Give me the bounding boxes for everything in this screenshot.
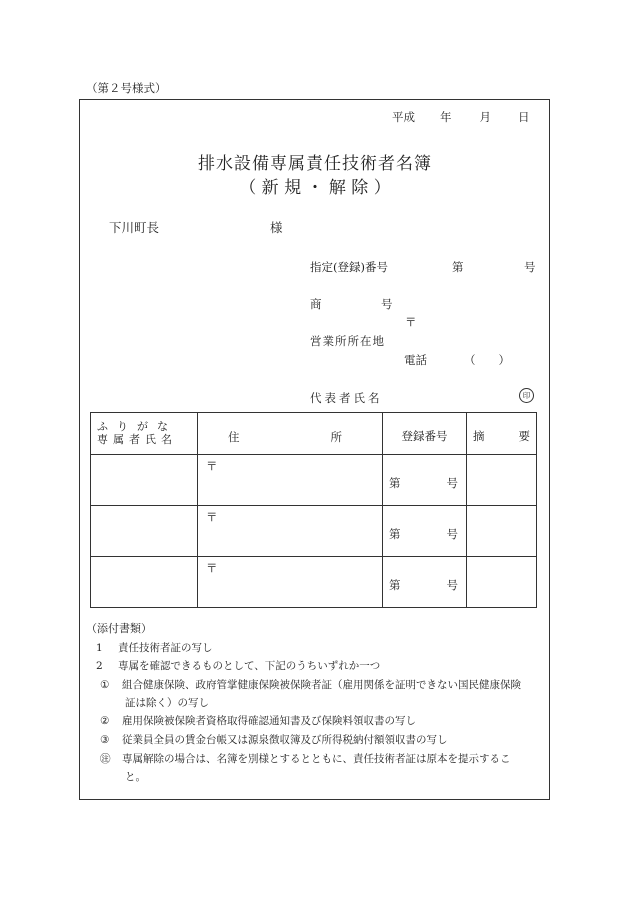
item-number: ② (100, 715, 110, 727)
date-year: 年 (440, 110, 452, 124)
note-cell[interactable] (467, 557, 537, 608)
date-era: 平成 (392, 110, 415, 124)
attachment-subitem (100, 732, 448, 747)
postal-mark: 〒 (405, 315, 417, 329)
page-title: 排水設備専属責任技術者名簿 (198, 154, 432, 174)
trade-name-label-b: 号 (381, 297, 393, 311)
registration-go: 号 (524, 260, 536, 274)
table-row (91, 506, 537, 557)
attachment-note-continued: と。 (125, 771, 146, 783)
honorific: 様 (270, 220, 283, 235)
row-dai: 第 (389, 527, 401, 541)
trade-name-label-a: 商 (310, 297, 322, 311)
item-text: 組合健康保険、政府管掌健康保険被保険者証（雇用関係を証明できない国民健康保険 (122, 679, 521, 691)
header-kana: ふりがな (97, 420, 177, 433)
item-text: 雇用保険被保険者資格取得確認通知書及び保険料領収書の写し (122, 715, 416, 727)
header-name (91, 413, 198, 455)
registration-cell[interactable] (383, 506, 467, 557)
item-number: ① (100, 679, 110, 691)
date-line (392, 109, 530, 125)
address-cell[interactable] (198, 506, 383, 557)
item-number: 1 (96, 642, 103, 654)
header-note-b: 要 (518, 429, 530, 443)
staff-table (90, 412, 537, 608)
postal-mark: 〒 (206, 561, 218, 575)
attachments-title: （添付書類） (86, 622, 152, 635)
header-address-b: 所 (330, 430, 342, 444)
header-note-a: 摘 (473, 429, 485, 443)
date-day: 日 (518, 110, 530, 124)
item-number: ㊟ (100, 753, 111, 765)
item-number: ③ (100, 734, 110, 746)
attachment-note (100, 751, 511, 766)
representative-label: 代表者氏名 (310, 391, 383, 405)
item-text: 専属を確認できるものとして、下記のうちいずれか一つ (118, 660, 381, 672)
attachment-item (96, 640, 213, 655)
attachment-item (96, 658, 380, 673)
table-row (91, 557, 537, 608)
item-text: 従業員全員の賃金台帳又は源泉徴収簿及び所得税納付額領収書の写し (122, 734, 448, 746)
row-go: 号 (446, 476, 458, 490)
form-number-label: （第２号様式） (86, 81, 167, 95)
page-subtitle: （ 新 規 ・ 解 除 ） (239, 178, 391, 198)
name-cell[interactable] (91, 506, 198, 557)
registration-dai: 第 (452, 260, 464, 274)
table-row (91, 455, 537, 506)
item-number: 2 (96, 660, 103, 672)
date-month: 月 (479, 110, 491, 124)
note-cell[interactable] (467, 455, 537, 506)
row-go: 号 (446, 578, 458, 592)
header-registration-label: 登録番号 (401, 429, 448, 443)
phone-area-code-parens: （ ） (464, 353, 510, 367)
address-cell[interactable] (198, 455, 383, 506)
row-dai: 第 (389, 578, 401, 592)
registration-cell[interactable] (383, 557, 467, 608)
name-cell[interactable] (91, 455, 198, 506)
name-cell[interactable] (91, 557, 198, 608)
attachment-subitem (100, 713, 416, 728)
header-note (467, 413, 537, 455)
item-text: 責任技術者証の写し (118, 642, 213, 654)
attachment-subitem (100, 677, 521, 692)
postal-mark: 〒 (206, 459, 218, 473)
registration-cell[interactable] (383, 455, 467, 506)
header-address-a: 住 (228, 430, 240, 444)
address-cell[interactable] (198, 557, 383, 608)
addressee: 下川町長 (109, 220, 160, 235)
postal-mark: 〒 (206, 510, 218, 524)
seal-mark: 印 (519, 388, 534, 403)
phone-label: 電話 (404, 353, 427, 367)
office-address-label: 営業所所在地 (310, 334, 385, 348)
note-cell[interactable] (467, 506, 537, 557)
header-staff-name: 専属者氏名 (97, 433, 177, 446)
attachment-subitem-continued: 証は除く）の写し (125, 697, 209, 709)
item-text: 専属解除の場合は、名簿を別様とするとともに、責任技術者証は原本を提示するこ (122, 753, 511, 765)
row-go: 号 (446, 527, 458, 541)
row-dai: 第 (389, 476, 401, 490)
registration-number-label: 指定(登録)番号 (310, 260, 388, 274)
header-registration (383, 413, 467, 455)
header-address (198, 413, 383, 455)
table-header-row (91, 413, 537, 455)
